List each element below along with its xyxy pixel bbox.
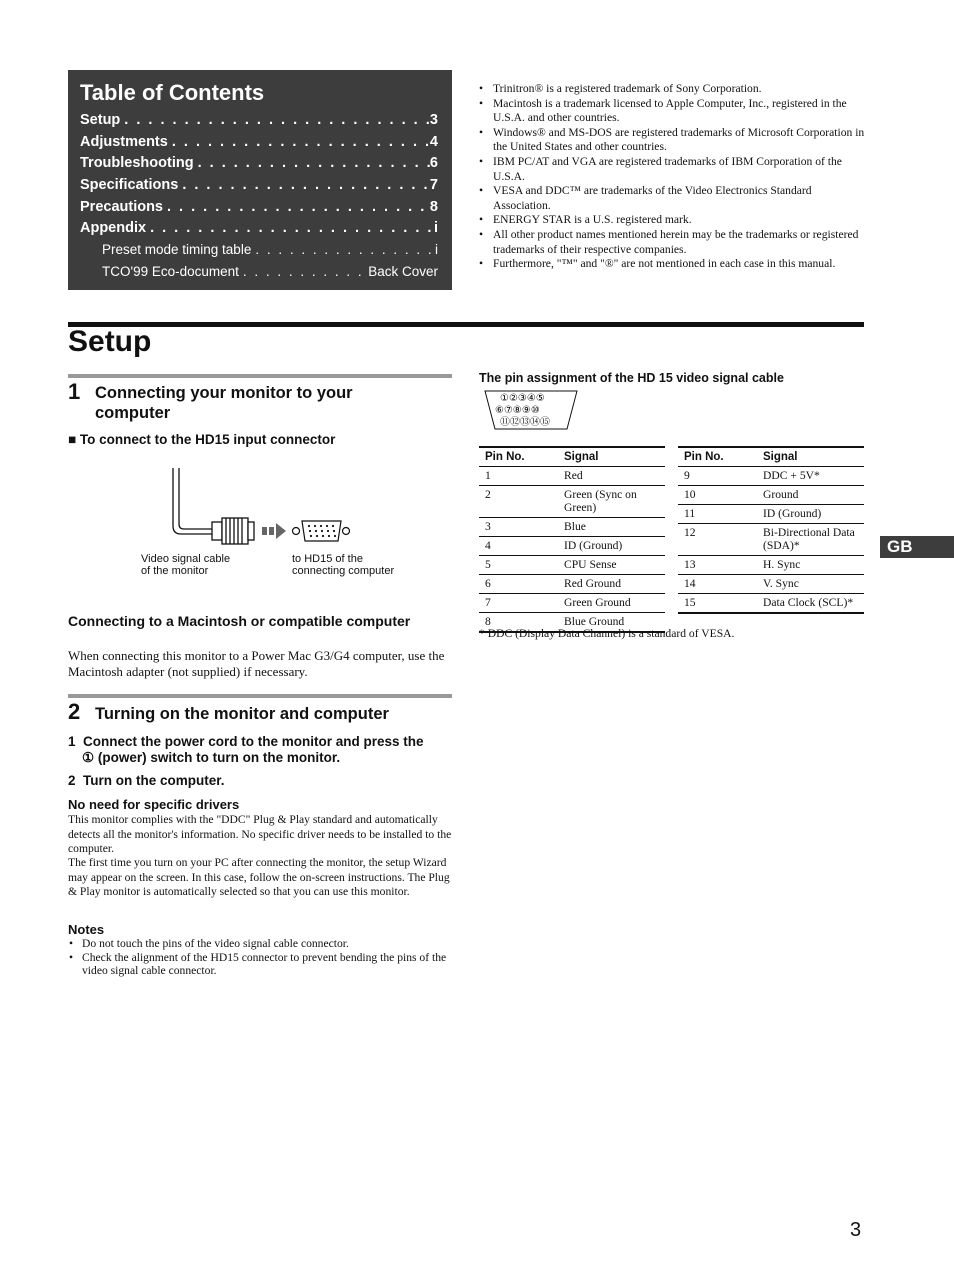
table-row [479,537,665,556]
table-row [479,556,665,575]
toc-entry[interactable] [80,177,438,199]
step-2-number: 2 [68,773,76,788]
signal-cell: Ground [757,486,864,505]
toc-entry-label: Specifications [80,177,179,194]
signal-cell: Green (Sync on Green) [558,486,665,518]
toc-entry-page: i [433,220,438,237]
hd15-subheading: ■ To connect to the HD15 input connector [68,432,336,447]
pin-row-2: ⑥⑦⑧⑨⑩ [495,405,540,416]
section-2-title: Turning on the monitor and computer [95,705,389,723]
signal-cell: DDC + 5V* [757,467,864,486]
column-header-pin: Pin No. [479,447,558,467]
pin-number-cell: 14 [678,575,757,594]
notes-list [68,937,454,978]
table-row [479,594,665,613]
signal-cell: Red [558,467,665,486]
toc-entry-page: 3 [429,112,438,128]
toc-entry[interactable] [80,112,438,134]
table-row [678,575,864,594]
drivers-heading: No need for specific drivers [68,797,240,812]
toc-leader-dots [251,242,435,257]
toc-leader-dots [163,199,430,215]
trademark-list [478,82,866,272]
toc-entry[interactable] [80,134,438,156]
pin-number-cell: 7 [479,594,558,613]
trademark-item: • VESA and DDC™ are trademarks of the Video Electronics Standard Association. [478,184,866,213]
pin-assignment-title: The pin assignment of the HD 15 video signal cable [479,371,784,385]
signal-cell: CPU Sense [558,556,665,575]
pin-table-left [479,446,665,633]
pin-number-cell: 6 [479,575,558,594]
table-row [479,467,665,486]
toc-leader-dots [146,220,434,236]
pin-number-cell: 9 [678,467,757,486]
port-caption: to HD15 of the connecting computer [292,553,395,577]
pin-number-cell: 12 [678,524,757,556]
page-title: Setup [68,325,152,358]
table-row [479,518,665,537]
pin-number-cell: 1 [479,467,558,486]
power-icon: ① [82,750,95,765]
signal-cell: H. Sync [757,556,864,575]
setup-heading-rule [68,322,864,327]
table-row [678,505,864,524]
toc-entry-page: 7 [429,177,438,194]
pin-number-cell: 8 [479,613,558,633]
step-1 [68,734,452,766]
table-row [678,467,864,486]
toc-title: Table of Contents [80,80,265,105]
pin-number-cell: 4 [479,537,558,556]
video-cable-icon [173,468,254,544]
hd15-pin-diagram [483,389,579,431]
note-item: • Do not touch the pins of the video signal cable connector. [68,937,454,951]
toc-entry-label: Preset mode timing table [102,242,252,258]
step-1-text-cont: (power) switch to turn on the monitor. [97,750,341,765]
toc-entry-page: 6 [429,155,438,172]
toc-leader-dots [120,112,430,128]
column-header-signal: Signal [757,447,864,467]
step-2-text: Turn on the computer. [83,773,225,788]
toc-entry-page: i [435,242,438,258]
table-row [678,594,864,614]
table-row [678,486,864,505]
column-header-signal: Signal [558,447,665,467]
section-2-number: 2 [68,699,81,724]
toc-entries [80,112,438,286]
signal-cell: Red Ground [558,575,665,594]
toc-entry-page: 4 [429,133,438,150]
step-1-text: Connect the power cord to the monitor and press the [83,734,424,749]
table-row [678,524,864,556]
table-of-contents [68,70,452,290]
drivers-paragraph-1: This monitor complies with the "DDC" Plug & Play standard and automatically detects all the monitor's information. No specific driver needs to be installed to the computer. [68,813,452,856]
section-1-rule [68,374,452,378]
notes-heading: Notes [68,922,105,937]
section-1-title: Connecting your monitor to your computer [95,384,353,422]
signal-cell: Data Clock (SCL)* [757,594,864,614]
table-row [678,556,864,575]
step-2 [68,773,452,789]
toc-entry-label: Troubleshooting [80,155,194,172]
pin-number-cell: 3 [479,518,558,537]
toc-leader-dots [239,264,368,279]
signal-cell: Bi-Directional Data (SDA)* [757,524,864,556]
toc-leader-dots [178,177,430,193]
signal-cell: ID (Ground) [558,537,665,556]
toc-entry[interactable] [80,155,438,177]
trademark-item: • Macintosh is a trademark licensed to Apple Computer, Inc., registered in the U.S.A. and other countries. [478,97,866,126]
toc-leader-dots [194,155,430,171]
pin-row-3: ⑪⑫⑬⑭⑮ [500,417,550,428]
toc-entry[interactable] [80,199,438,221]
pin-number-cell: 2 [479,486,558,518]
mac-heading: Connecting to a Macintosh or compatible computer [68,613,411,629]
toc-entry-label: Precautions [80,198,163,215]
toc-leader-dots [168,134,430,150]
table-row [479,486,665,518]
signal-cell: Blue Ground [558,613,665,633]
hd15-port-icon [293,521,350,541]
note-item: • Check the alignment of the HD15 connector to prevent bending the pins of the video signal cable connector. [68,951,454,978]
trademark-item: • Furthermore, "™" and "®" are not mentioned in each case in this manual. [478,257,866,272]
mac-paragraph: When connecting this monitor to a Power Mac G3/G4 computer, use the Macintosh adapter (not supplied) if necessary. [68,648,445,679]
signal-cell: Green Ground [558,594,665,613]
toc-entry-label: TCO'99 Eco-document [102,263,239,279]
pin-table-right [678,446,864,614]
pin-number-cell: 13 [678,556,757,575]
toc-sub-entry[interactable] [80,264,438,286]
trademark-item: • All other product names mentioned herein may be the trademarks or registered trademarks of their respective companies. [478,228,866,257]
trademark-item: • ENERGY STAR is a U.S. registered mark. [478,213,866,228]
step-1-number: 1 [68,734,76,749]
signal-cell: Blue [558,518,665,537]
table-row [479,575,665,594]
toc-entry-page: Back Cover [368,263,438,279]
toc-entry-label: Setup [80,112,121,128]
page-number: 3 [850,1219,862,1241]
toc-entry[interactable] [80,220,438,242]
column-header-pin: Pin No. [678,447,757,467]
pin-number-cell: 5 [479,556,558,575]
toc-entry-page: 8 [429,198,438,215]
toc-sub-entry[interactable] [80,242,438,264]
section-2-rule [68,694,452,698]
signal-cell: ID (Ground) [757,505,864,524]
trademark-item: • Windows® and MS-DOS are registered trademarks of Microsoft Corporation in the United States and other countries. [478,126,866,155]
pin-number-cell: 10 [678,486,757,505]
ddc-footnote: * DDC (Display Data Channel) is a standard of VESA. [479,627,735,640]
toc-entry-label: Adjustments [80,133,168,150]
pin-row-1: ①②③④⑤ [500,393,545,404]
pin-number-cell: 15 [678,594,757,614]
pin-number-cell: 11 [678,505,757,524]
drivers-paragraph-2: The first time you turn on your PC after connecting the monitor, the setup Wizard may appear on the screen. In this case, follow the on-screen instructions. The Plug & Play monitor is automatically selected so that you can use this monitor. [68,856,450,899]
arrow-right-icon [262,523,286,539]
trademark-item: • IBM PC/AT and VGA are registered trademarks of IBM Corporation of the U.S.A. [478,155,866,184]
trademark-item: • Trinitron® is a registered trademark of Sony Corporation. [478,82,866,97]
signal-cell: V. Sync [757,575,864,594]
language-tab: GB [880,536,954,558]
section-1-number: 1 [68,379,81,404]
cable-caption: Video signal cable of the monitor [141,553,231,577]
toc-entry-label: Appendix [80,220,147,237]
